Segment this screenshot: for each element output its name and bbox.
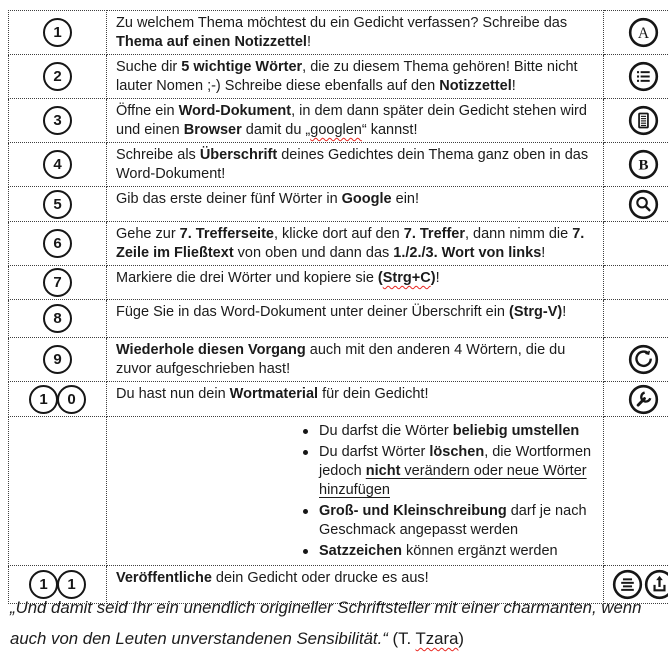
document-icon	[628, 105, 659, 136]
step-text-cell	[107, 187, 604, 222]
step-row	[9, 99, 668, 143]
step-number-cell	[9, 99, 107, 143]
step-number-cell	[9, 55, 107, 99]
step-row	[9, 222, 668, 266]
step-icon-cell	[604, 266, 668, 300]
text-segment: , dann nimm die	[465, 226, 573, 242]
text-segment: Füge Sie in das Word-Dokument unter deiner Überschrift ein	[116, 304, 510, 320]
circled-digit: 4	[43, 150, 72, 179]
rule-item	[298, 443, 594, 500]
step-icon-cell	[604, 300, 668, 338]
circled-digit: 2	[43, 62, 72, 91]
text-segment: Du darfst die Wörter	[319, 423, 453, 439]
text-segment: )	[458, 629, 465, 648]
step-text-cell	[107, 11, 604, 55]
text-segment: )	[430, 270, 436, 286]
text-segment: (Strg-V)	[509, 304, 563, 320]
steps-table	[8, 10, 668, 604]
quote	[10, 592, 662, 654]
text-segment: Notizzettel	[439, 78, 512, 94]
step-number-badge	[10, 106, 105, 135]
refresh-icon	[628, 344, 659, 375]
text-segment: Thema auf einen Notizzettel	[116, 34, 307, 50]
text-segment: darf je nach Geschmack angepasst werden	[319, 503, 587, 538]
text-segment: damit du „	[241, 122, 311, 138]
text-segment: 1./2./3. Wort von links	[393, 245, 542, 261]
circled-digit: 6	[43, 229, 72, 258]
step-icon-cell	[604, 99, 668, 143]
text-segment: Suche dir	[116, 59, 182, 75]
step-number-badge	[10, 268, 105, 297]
text-segment: „Und damit seid Ihr ein unendlich origineller Schriftsteller mit einer charmanten, wenn auch von den Leuten unverstandenen Sensibilität.“	[10, 598, 642, 648]
text-segment: Öffne ein	[116, 103, 179, 119]
text-segment: dein Gedicht oder drucke es aus!	[211, 570, 429, 586]
step-row	[9, 300, 668, 338]
step-number-cell	[9, 300, 107, 338]
step-icon-cell	[604, 417, 668, 566]
step-text-cell	[107, 143, 604, 187]
step-number-cell	[9, 417, 107, 566]
circled-digit: 3	[43, 106, 72, 135]
step-number-badge	[10, 18, 105, 47]
step-text-cell	[107, 382, 604, 417]
step-row	[9, 187, 668, 222]
circled-digit: 0	[57, 385, 86, 414]
step-number-badge	[10, 190, 105, 219]
step-number-badge	[10, 62, 105, 91]
text-segment: !	[541, 245, 546, 261]
text-segment: von oben und dann das	[233, 245, 394, 261]
text-segment: Word-Dokument	[178, 103, 292, 119]
step-row	[9, 143, 668, 187]
step-number-cell	[9, 266, 107, 300]
text-segment: 7. Treffer	[403, 226, 465, 242]
letter-a-icon	[628, 17, 659, 48]
text-segment: löschen	[429, 444, 485, 460]
step-row	[9, 266, 668, 300]
text-segment: Groß- und Kleinschreibung	[319, 503, 507, 519]
icon-group	[605, 384, 668, 415]
circled-digit: 7	[43, 268, 72, 297]
step-number-cell	[9, 222, 107, 266]
step-icon-cell	[604, 11, 668, 55]
text-segment: Strg+C	[382, 270, 431, 286]
step-number-cell	[9, 11, 107, 55]
text-segment: , klicke dort auf den	[273, 226, 404, 242]
text-segment: !	[306, 34, 311, 50]
step-text-cell	[107, 266, 604, 300]
text-segment: auch mit den anderen 4 Wörtern, die du zuvor aufgeschrieben hast!	[116, 342, 566, 377]
text-segment: Wiederhole diesen Vorgang	[116, 342, 306, 358]
step-icon-cell	[604, 55, 668, 99]
text-segment: 5 wichtige Wörter	[181, 59, 303, 75]
icon-group	[605, 189, 668, 220]
step-text-cell	[107, 99, 604, 143]
icon-group	[605, 105, 668, 136]
text-segment: ein!	[391, 191, 420, 207]
circled-digit: 1	[43, 18, 72, 47]
rule-item	[298, 502, 594, 540]
rules-list	[298, 422, 594, 561]
step-number-badge	[10, 229, 105, 258]
text-segment: !	[511, 78, 516, 94]
icon-group	[605, 149, 668, 180]
step-text-cell	[107, 417, 604, 566]
text-segment: für dein Gedicht!	[318, 386, 429, 402]
text-segment: !	[562, 304, 567, 320]
step-number-badge	[10, 304, 105, 333]
text-segment: , in dem dann später dein Gedicht stehen wird und einen	[116, 103, 587, 138]
step-number-badge	[10, 345, 105, 374]
letter-b-icon	[628, 149, 659, 180]
step-number-cell	[9, 187, 107, 222]
step-text-cell	[107, 55, 604, 99]
text-segment: Tzara	[415, 629, 459, 648]
text-segment: 7. Trefferseite	[179, 226, 274, 242]
step-number-cell	[9, 338, 107, 382]
text-segment: (	[377, 270, 383, 286]
svg-text:A: A	[637, 24, 650, 42]
text-segment: Du darfst Wörter	[319, 444, 430, 460]
circled-digit: 5	[43, 190, 72, 219]
step-text-cell	[107, 300, 604, 338]
step-text-cell	[107, 338, 604, 382]
step-row	[9, 338, 668, 382]
text-segment: googlen	[310, 122, 362, 138]
text-segment: Satzzeichen	[319, 543, 402, 559]
text-segment: Google	[341, 191, 392, 207]
search-icon	[628, 189, 659, 220]
text-segment: Wortmaterial	[229, 386, 319, 402]
step-icon-cell	[604, 222, 668, 266]
step-icon-cell	[604, 143, 668, 187]
text-segment: “ kannst!	[361, 122, 418, 138]
text-segment: Gehe zur	[116, 226, 180, 242]
circled-digit: 8	[43, 304, 72, 333]
text-segment: (T.	[392, 629, 416, 648]
step-number-badge	[10, 150, 105, 179]
step-icon-cell	[604, 382, 668, 417]
text-segment: Veröffentliche	[116, 570, 212, 586]
rule-item	[298, 542, 594, 561]
text-segment: Überschrift	[199, 147, 278, 163]
text-segment: verändern oder neue Wörter hinzufügen	[319, 463, 587, 498]
text-segment: Markiere die drei Wörter und kopiere sie	[116, 270, 378, 286]
step-row	[9, 382, 668, 417]
circled-digit: 1	[57, 570, 86, 599]
text-segment: , die Wortformen jedoch	[319, 444, 592, 479]
icon-group	[605, 17, 668, 48]
text-segment: Du hast nun dein	[116, 386, 230, 402]
circled-digit: 9	[43, 345, 72, 374]
text-segment: Zu welchem Thema möchtest du ein Gedicht verfassen? Schreibe das	[116, 15, 568, 31]
text-segment: Browser	[183, 122, 242, 138]
text-segment: Gib das erste deiner fünf Wörter in	[116, 191, 342, 207]
step-number-cell	[9, 143, 107, 187]
bulleted-list-icon	[628, 61, 659, 92]
text-segment: deines Gedichtes dein Thema ganz oben in das Word-Dokument!	[116, 147, 589, 182]
text-segment: 7. Zeile im Fließtext	[116, 226, 585, 261]
step-icon-cell	[604, 338, 668, 382]
rules-row	[9, 417, 668, 566]
step-text-cell	[107, 222, 604, 266]
step-row	[9, 11, 668, 55]
wrench-icon	[628, 384, 659, 415]
rule-item	[298, 422, 594, 441]
icon-group	[605, 61, 668, 92]
svg-text:B: B	[638, 157, 649, 174]
step-icon-cell	[604, 187, 668, 222]
text-segment: beliebig umstellen	[452, 423, 580, 439]
circled-digit: 1	[29, 385, 58, 414]
circled-digit: 1	[29, 570, 58, 599]
step-row	[9, 55, 668, 99]
step-number-cell	[9, 382, 107, 417]
text-segment: können ergänzt werden	[402, 543, 558, 559]
step-number-badge	[10, 385, 105, 414]
text-segment: Schreibe als	[116, 147, 200, 163]
text-segment: , die zu diesem Thema gehören! Bitte nicht lauter Nomen ;-) Schreibe diese ebenfalls auf den	[116, 59, 578, 94]
text-segment: !	[435, 270, 440, 286]
text-segment: nicht	[365, 463, 401, 479]
icon-group	[605, 344, 668, 375]
